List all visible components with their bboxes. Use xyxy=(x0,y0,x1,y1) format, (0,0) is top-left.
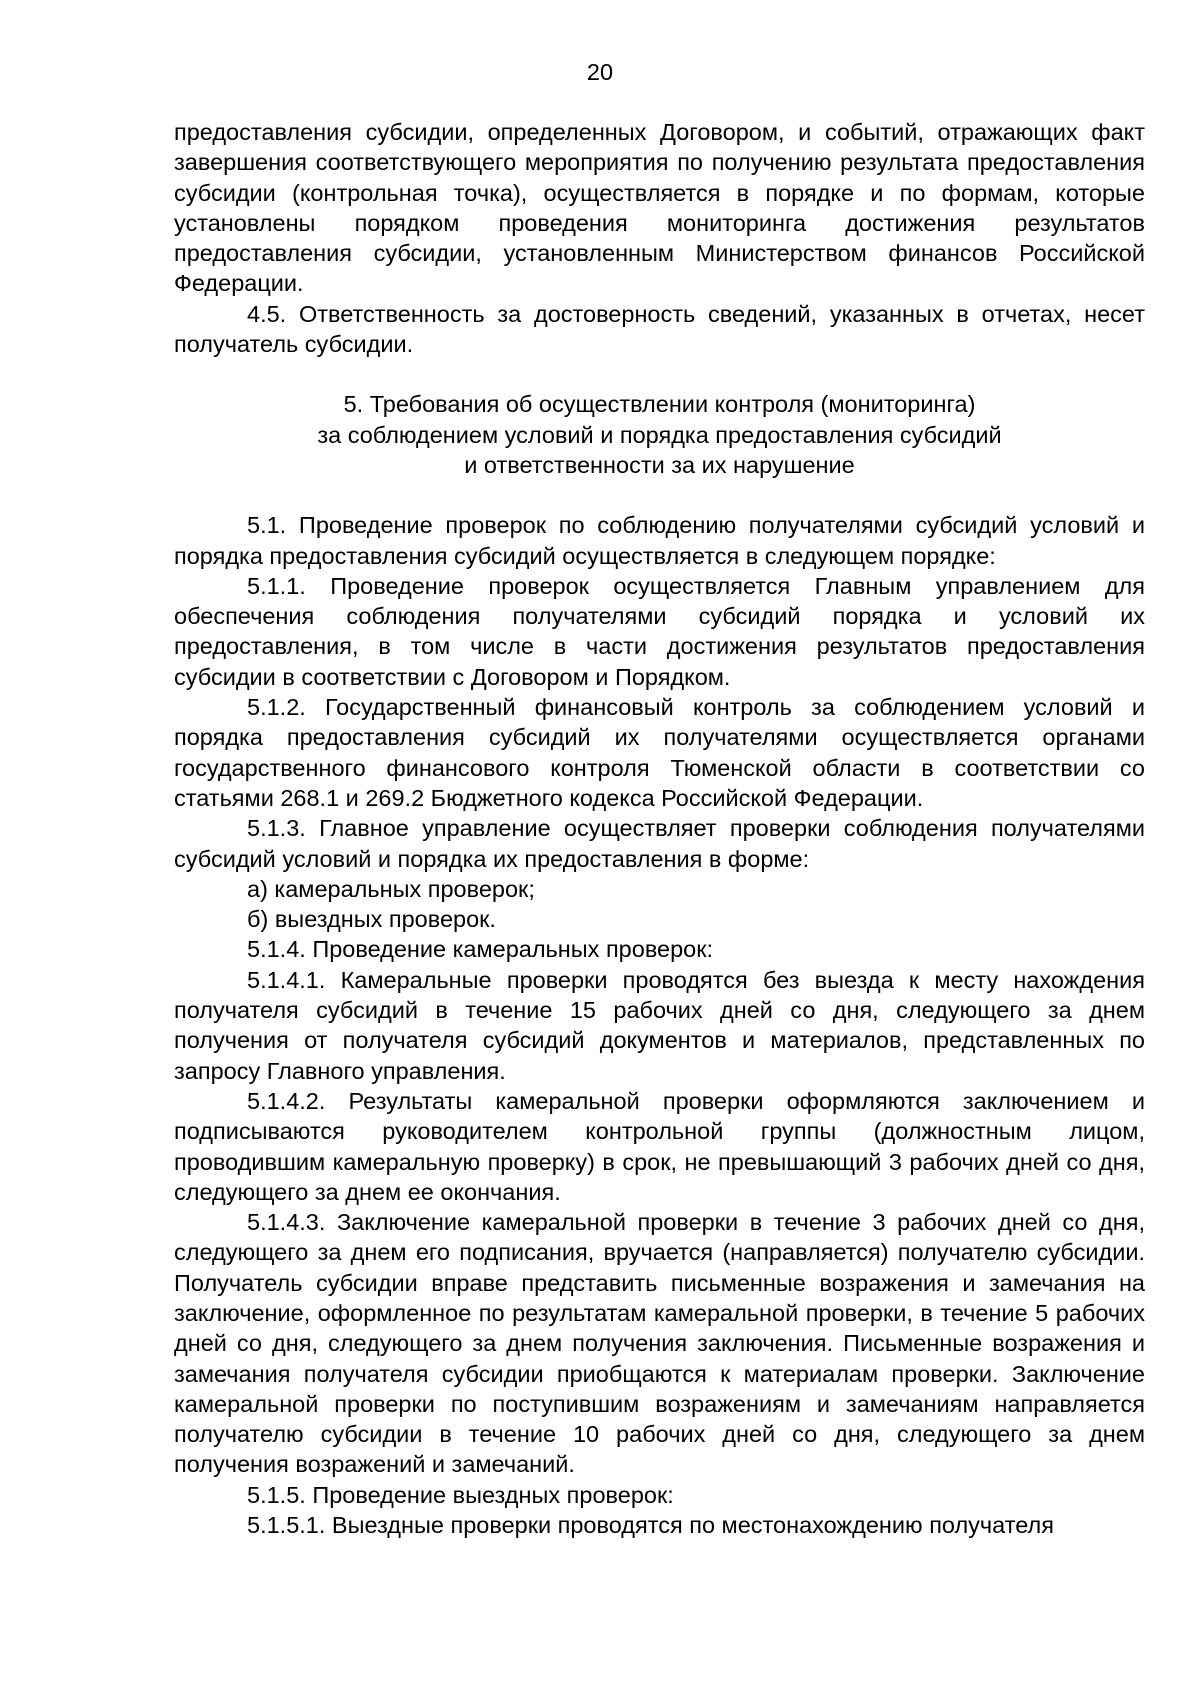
paragraph-5-1-4-2: 5.1.4.2. Результаты камеральной проверки оформляются заключением и подписываются руководителем контрольной группы (должностным лицом, проводившим камеральную проверку) в срок, не превышающий 3 рабочих дней со дня, следующего за днем ее окончания. xyxy=(174,1087,1145,1205)
paragraph-5-1-4-3: 5.1.4.3. Заключение камеральной проверки в течение 3 рабочих дней со дня, следующего за днем его подписания, вручается (направляется) получателю субсидии. Получатель субсидии вправе представить письменные возражения и замечания на заключение, оформленное по результатам камеральной проверки, в течение 5 рабочих дней со дня, следующего за днем получения заключения. Письменные возражения и замечания получателя субсидии приобщаются к материалам проверки. Заключение камеральной проверки по поступившим возражениям и замечаниям направляется получателю субсидии в течение 10 рабочих дней со дня, следующего за днем получения возражений и замечаний. xyxy=(174,1209,1145,1478)
list-item-a: а) камеральных проверок; xyxy=(247,875,535,902)
section-heading xyxy=(174,359,1145,510)
paragraph-5-1-5-1: 5.1.5.1. Выездные проверки проводятся по местонахождению получателя xyxy=(247,1512,1054,1539)
paragraph-5-1: 5.1. Проведение проверок по соблюдению получателями субсидий условий и порядка предоставления субсидий осуществляется в следующем порядке: xyxy=(174,512,1145,569)
document-body xyxy=(174,117,1145,1540)
paragraph-5-1-5: 5.1.5. Проведение выездных проверок: xyxy=(247,1481,674,1508)
paragraph-5-1-3: 5.1.3. Главное управление осуществляет проверки соблюдения получателями субсидий условий и порядка их предоставления в форме: xyxy=(174,815,1145,872)
page-number: 20 xyxy=(586,59,614,85)
list-item-b: б) выездных проверок. xyxy=(247,906,496,933)
section-heading-line-3: и ответственности за их нарушение xyxy=(464,451,855,478)
paragraph-5-1-4-1: 5.1.4.1. Камеральные проверки проводятся без выезда к месту нахождения получателя субсидий в течение 15 рабочих дней со дня, следующего за днем получения от получателя субсидий документов и материалов, представленных по запросу Главного управления. xyxy=(174,966,1145,1084)
paragraph-5-1-4: 5.1.4. Проведение камеральных проверок: xyxy=(247,936,714,963)
section-heading-line-2: за соблюдением условий и порядка предоставления субсидий xyxy=(317,421,1002,448)
section-heading-line-1: 5. Требования об осуществлении контроля (мониторинга) xyxy=(343,391,976,418)
paragraph-5-1-1: 5.1.1. Проведение проверок осуществляется Главным управлением для обеспечения соблюдения получателями субсидий порядка и условий их предоставления, в том числе в части достижения результатов предоставления субсидии в соответствии с Договором и Порядком. xyxy=(174,572,1145,690)
paragraph-4-5: 4.5. Ответственность за достоверность сведений, указанных в отчетах, несет получатель субсидии. xyxy=(174,300,1145,358)
paragraph-5-1-2: 5.1.2. Государственный финансовый контроль за соблюдением условий и порядка предоставления субсидий их получателями осуществляется органами государственного финансового контроля Тюменской области в соответствии со статьями 268.1 и 269.2 Бюджетного кодекса Российской Федерации. xyxy=(174,694,1145,811)
paragraph-continuation: предоставления субсидии, определенных Договором, и событий, отражающих факт завершения соответствующего мероприятия по получению результата предоставления субсидии (контрольная точка), осуществляется в порядке и по формам, которые установлены порядком проведения мониторинга достижения результатов предоставления субсидии, установленным Министерством финансов Российской Федерации. xyxy=(174,119,1145,297)
